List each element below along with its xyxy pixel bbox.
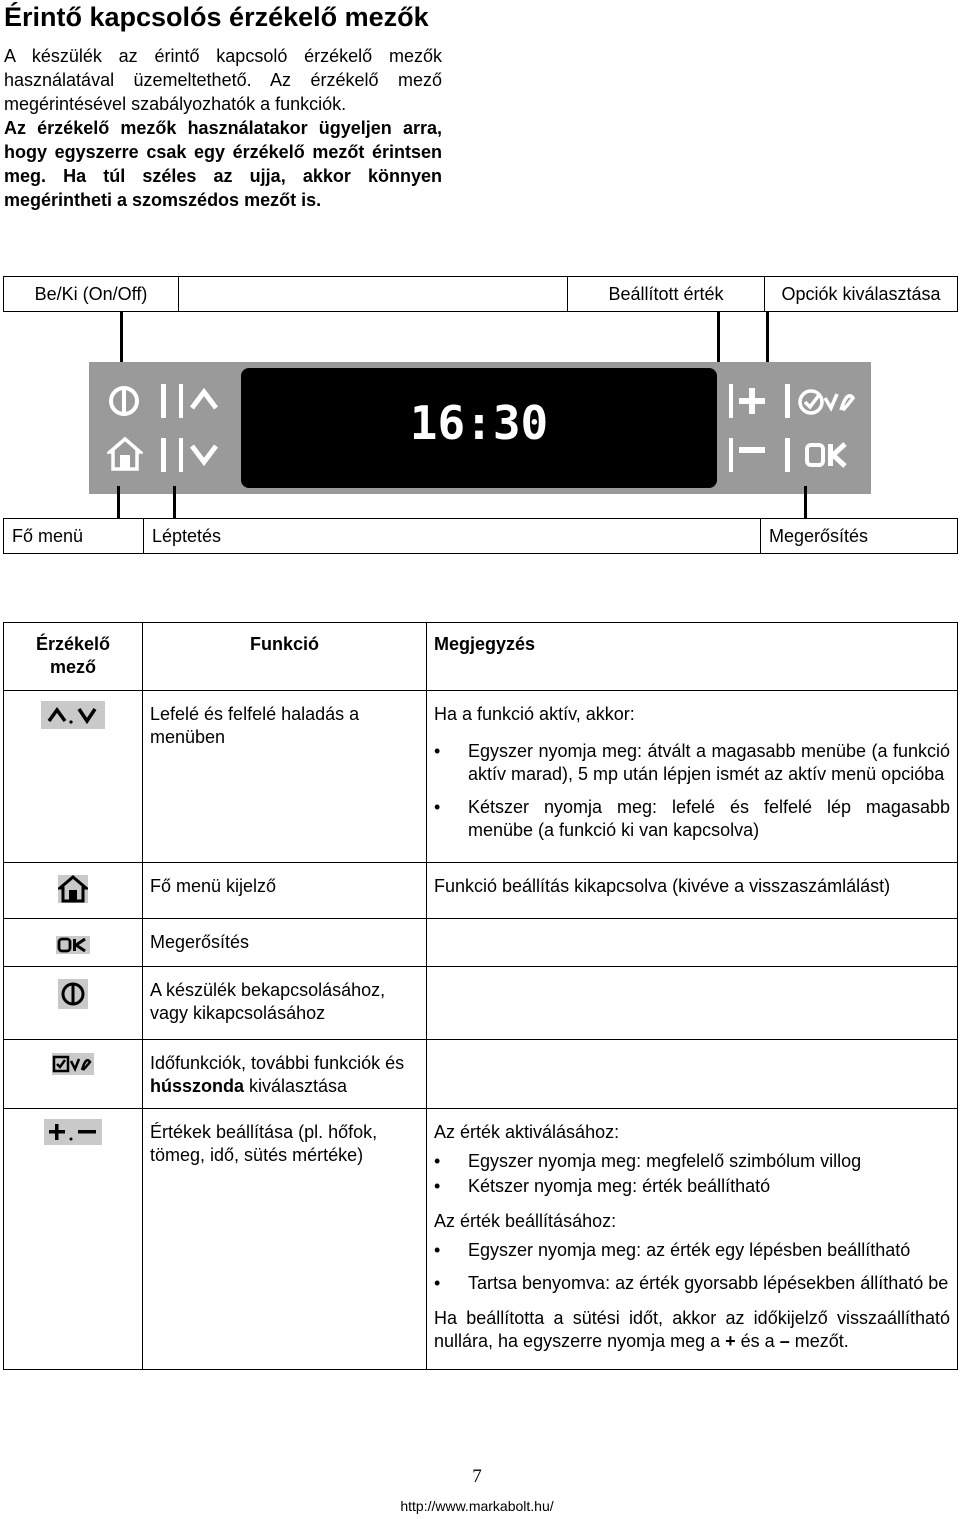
separator xyxy=(729,438,733,472)
arrow-up-icon[interactable] xyxy=(189,386,219,412)
note-text-bold: – xyxy=(779,1331,790,1351)
options-icon[interactable] xyxy=(797,386,857,418)
function-cell: A készülék bekapcsolásához, vagy kikapcsolásához xyxy=(143,967,427,1040)
table-row xyxy=(4,967,958,1040)
intro-text xyxy=(4,44,442,212)
function-cell: Megerősítés xyxy=(143,919,427,967)
table-row xyxy=(4,863,958,919)
list-item: • Egyszer nyomja meg: az érték egy lépésben beállítható xyxy=(468,1239,950,1262)
field-cell xyxy=(4,691,143,863)
arrow-down-icon[interactable] xyxy=(189,442,219,468)
page-number: 7 xyxy=(472,1466,482,1487)
note-subtitle: Az érték aktiválásához: xyxy=(434,1122,620,1142)
field-cell xyxy=(4,919,143,967)
separator xyxy=(785,438,790,472)
leader-set-value xyxy=(717,312,720,364)
up-down-arrows-icon xyxy=(41,701,105,729)
options-icon xyxy=(52,1053,94,1075)
separator xyxy=(785,384,790,418)
table-row xyxy=(4,919,958,967)
leader-on-off xyxy=(120,312,123,364)
separator xyxy=(179,438,183,472)
header-note: Megjegyzés xyxy=(427,623,958,691)
note-text: és a xyxy=(735,1331,780,1351)
list-item: • Egyszer nyomja meg: átvált a magasabb menübe (a funkció aktív marad), 5 mp után lépjen ismét az aktív menü opcióba xyxy=(468,740,950,786)
intro-paragraph-1: A készülék az érintő kapcsoló érzékelő mezők használatával üzemeltethető. Az érzékelő mező megérintésével szabályozhatók a funkciók. xyxy=(4,46,442,114)
ok-icon[interactable] xyxy=(805,442,849,468)
function-cell: Fő menü kijelző xyxy=(143,863,427,919)
ok-icon xyxy=(56,936,90,954)
function-text: kiválasztása xyxy=(244,1076,348,1096)
note-text: Ha beállította a sütési időt, akkor az időkijelző visszaállítható nullára, ha egyszerre nyomja meg a xyxy=(434,1308,950,1351)
note-cell xyxy=(427,919,958,967)
separator xyxy=(729,384,733,418)
note-cell xyxy=(427,1109,958,1370)
leader-confirm xyxy=(804,486,807,518)
function-cell: Értékek beállítása (pl. hőfok, tömeg, idő, sütés mértéke) xyxy=(143,1109,427,1370)
note-cell: Funkció beállítás kikapcsolva (kivéve a visszaszámlálást) xyxy=(427,863,958,919)
sensor-field-table xyxy=(3,622,958,1370)
display-screen xyxy=(241,368,717,488)
display-time: 16:30 xyxy=(409,396,549,450)
panel-bottom-labels xyxy=(3,518,958,554)
home-icon[interactable] xyxy=(107,436,143,472)
separator xyxy=(161,438,166,472)
table-row xyxy=(4,1040,958,1109)
control-bar xyxy=(89,362,871,494)
label-main-menu: Fő menü xyxy=(4,519,144,554)
note-intro: Ha a funkció aktív, akkor: xyxy=(434,704,635,724)
note-text-bold: + xyxy=(725,1331,736,1351)
list-item: • Egyszer nyomja meg: megfelelő szimbólum villog xyxy=(468,1150,950,1173)
footer-url: http://www.markabolt.hu/ xyxy=(400,1498,554,1514)
function-cell xyxy=(143,1040,427,1109)
note-final xyxy=(434,1307,950,1353)
note-subtitle: Az érték beállításához: xyxy=(434,1211,617,1231)
label-on-off: Be/Ki (On/Off) xyxy=(4,277,179,312)
header-function: Funkció xyxy=(143,623,427,691)
power-icon[interactable] xyxy=(107,384,141,418)
field-cell xyxy=(4,1109,143,1370)
minus-icon[interactable] xyxy=(737,444,767,456)
leader-stepping xyxy=(173,486,176,518)
list-item: • Tartsa benyomva: az érték gyorsabb lépésekben állítható be xyxy=(468,1272,950,1295)
table-row xyxy=(4,691,958,863)
table-header-row xyxy=(4,623,958,691)
table-row xyxy=(4,1109,958,1370)
separator xyxy=(179,384,183,418)
field-cell xyxy=(4,863,143,919)
control-panel-diagram xyxy=(3,276,958,554)
list-item: • Kétszer nyomja meg: lefelé és felfelé lép magasabb menübe (a funkció ki van kapcsolva) xyxy=(468,796,950,842)
note-cell xyxy=(427,967,958,1040)
page-title: Érintő kapcsolós érzékelő mezők xyxy=(4,2,429,32)
plus-minus-icon xyxy=(44,1119,102,1145)
plus-icon[interactable] xyxy=(737,386,767,416)
field-cell xyxy=(4,967,143,1040)
list-item: • Kétszer nyomja meg: érték beállítható xyxy=(468,1175,950,1198)
label-blank xyxy=(179,277,568,312)
label-confirm: Megerősítés xyxy=(761,519,958,554)
intro-paragraph-2: Az érzékelő mezők használatakor ügyeljen arra, hogy egyszerre csak egy érzékelő mezőt érintsen meg. Ha túl széles az ujja, akkor könnyen megérintheti a szomszédos mezőt is. xyxy=(4,118,442,210)
note-text: mezőt. xyxy=(789,1331,849,1351)
panel-top-labels xyxy=(3,276,958,312)
field-cell xyxy=(4,1040,143,1109)
leader-main-menu xyxy=(117,486,120,518)
separator xyxy=(161,384,166,418)
function-cell: Lefelé és felfelé haladás a menüben xyxy=(143,691,427,863)
function-text-bold: hússzonda xyxy=(150,1076,245,1096)
label-set-value: Beállított érték xyxy=(568,277,765,312)
note-cell xyxy=(427,691,958,863)
label-stepping: Léptetés xyxy=(144,519,761,554)
label-options: Opciók kiválasztása xyxy=(765,277,958,312)
note-cell xyxy=(427,1040,958,1109)
home-icon xyxy=(58,875,88,903)
power-icon xyxy=(58,979,88,1009)
function-text: Időfunkciók, további funkciók és xyxy=(150,1053,405,1073)
header-field: Érzékelő mező xyxy=(4,623,143,691)
leader-options xyxy=(766,312,769,364)
